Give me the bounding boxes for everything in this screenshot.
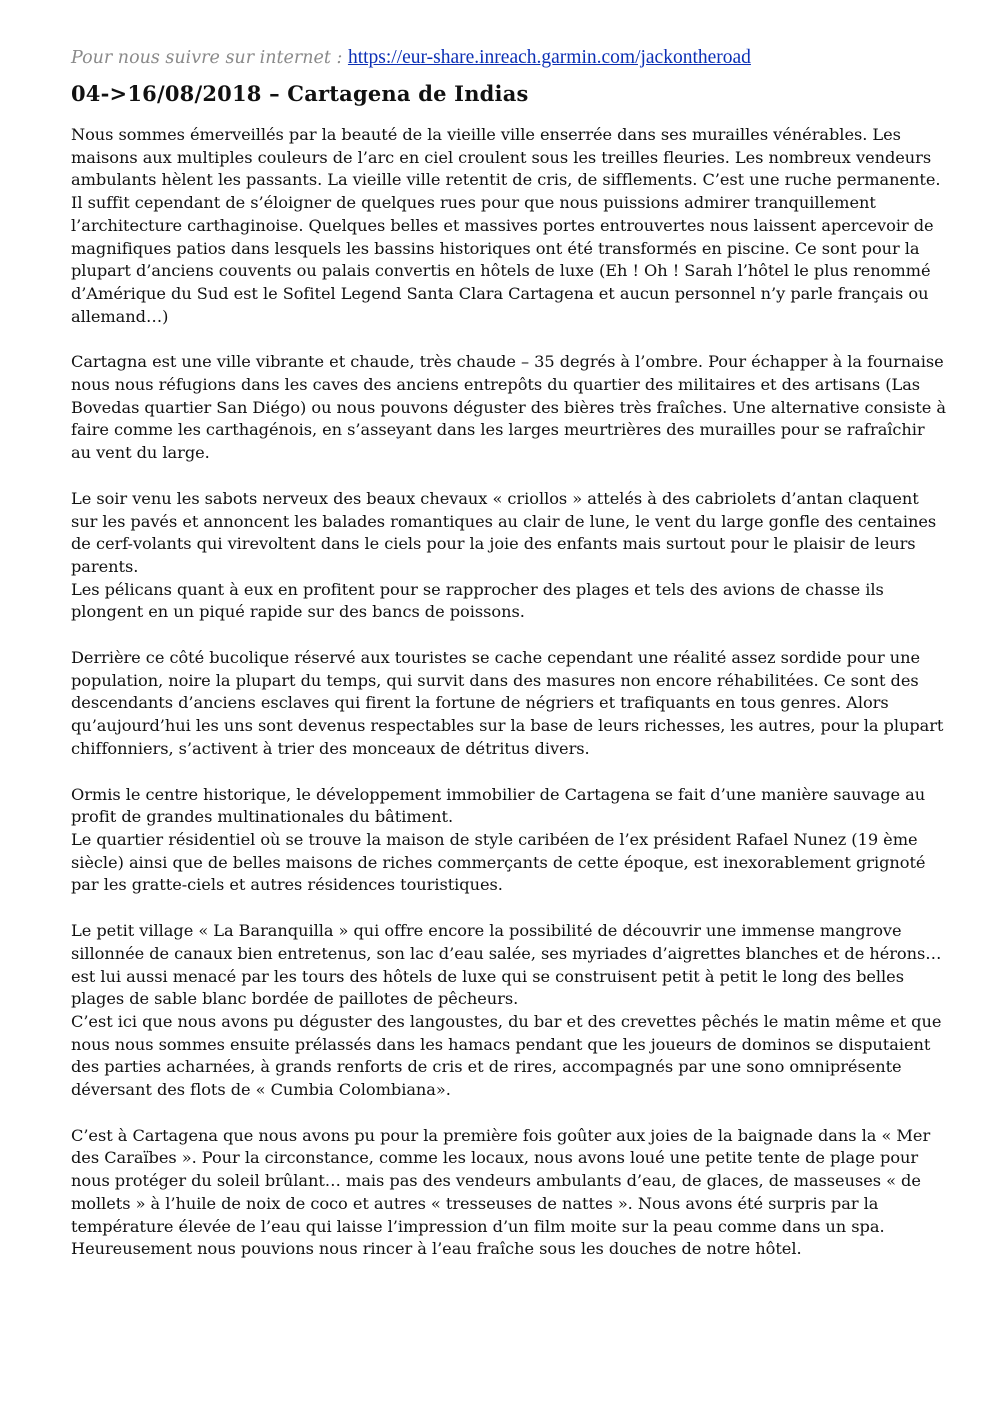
- paragraph-reality: Derrière ce côté bucolique réservé aux touristes se cache cependant une réalité assez sordide pour une population, noire la plupart du temps, qui survit dans des masures non encore réhabilitées. Ce sont des descendants d’anciens esclaves qui firent la fortune de négriers et trafiquants en tous genres. Alors qu’aujourd’hui les uns sont devenus respectables sur la base de leurs richesses, les autres, pour la plupart chiffonniers, s’activent à trier des monceaux de détritus divers.: [71, 648, 944, 758]
- follow-label: Pour nous suivre sur internet :: [71, 48, 348, 68]
- tracking-link[interactable]: https://eur-share.inreach.garmin.com/jackontheroad: [347, 47, 751, 68]
- paragraph-old-town: Nous sommes émerveillés par la beauté de la vieille ville enserrée dans ses murailles vénérables. Les maisons aux multiples couleurs de l’arc en ciel croulent sous les treilles fleuries. Les nombreux vendeurs ambulants hèlent les passants. La vieille ville retentit de cris, de sifflements. C’est une ruche permanente. Il suffit cependant de s’éloigner de quelques rues pour que nous puissions admirer tranquillement l’architecture carthaginoise. Quelques belles et massives portes entrouvertes nous laissent apercevoir de magnifiques patios dans lesquels les bassins historiques ont été transformés en piscine. Ce sont pour la plupart d’anciens couvents ou palais convertis en hôtels de luxe (Eh ! Oh ! Sarah l’hôtel le plus renommé d’Amérique du Sud est le Sofitel Legend Santa Clara Cartagena et aucun personnel n’y parle français ou allemand…): [71, 125, 941, 326]
- paragraph-residential: Le quartier résidentiel où se trouve la maison de style caribéen de l’ex président Rafael Nunez (19 ème siècle) ainsi que de belles maisons de riches commerçants de cette époque, est inexorablement grignoté par les gratte-ciels et autres résidences touristiques.: [71, 829, 926, 895]
- paragraph-pelicans: Les pélicans quant à eux en profitent pour se rapprocher des plages et tels des avions de chasse ils plongent en un piqué rapide sur des bancs de poissons.: [71, 579, 884, 622]
- document-page: [71, 44, 947, 1284]
- article-body: [71, 124, 947, 1261]
- paragraph-village: Le petit village « La Baranquilla » qui offre encore la possibilité de découvrir une immense mangrove sillonnée de canaux bien entretenus, son lac d’eau salée, ses myriades d’aigrettes blanches et de hérons… est lui aussi menacé par les tours des hôtels de luxe qui se construisent petit à petit le long des belles plages de sable blanc bordée de paillotes de pêcheurs.: [71, 921, 942, 1009]
- follow-line: [71, 44, 947, 72]
- paragraph-swimming: C’est à Cartagena que nous avons pu pour la première fois goûter aux joies de la baignade dans la « Mer des Caraïbes ». Pour la circonstance, comme les locaux, nous avons loué une petite tente de plage pour nous protéger du soleil brûlant… mais pas des vendeurs ambulants d’eau, de glaces, de masseuses « de mollets » à l’huile de noix de coco et autres « tresseuses de nattes ». Nous avons été surpris par la température élevée de l’eau qui laisse l’impression d’un film moite sur la peau comme dans un spa. Heureusement nous pouvions nous rincer à l’eau fraîche sous les douches de notre hôtel.: [71, 1125, 931, 1259]
- paragraph-heat: Cartagna est une ville vibrante et chaude, très chaude – 35 degrés à l’ombre. Pour échapper à la fournaise nous nous réfugions dans les caves des anciens entrepôts du quartier des militaires et des artisans (Las Bovedas quartier San Diégo) ou nous pouvons déguster des bières très fraîches. Une alternative consiste à faire comme les carthagénois, en s’asseyant dans les larges meurtrières des murailles pour se rafraîchir au vent du large.: [71, 352, 946, 463]
- paragraph-seafood: C’est ici que nous avons pu déguster des langoustes, du bar et des crevettes pêchés le matin même et que nous nous sommes ensuite prélassés dans les hamacs pendant que les joueurs de dominos se disputaient des parties acharnées, à grands renforts de cris et de rires, accompagnés par une sono omniprésente déversant des flots de « Cumbia Colombiana».: [71, 1011, 942, 1100]
- paragraph-evening: Le soir venu les sabots nerveux des beaux chevaux « criollos » attelés à des cabriolets d’antan claquent sur les pavés et annoncent les balades romantiques au clair de lune, le vent du large gonfle des centaines de cerf-volants qui virevoltent dans le ciels pour la joie des enfants mais surtout pour le plaisir de leurs parents.: [71, 488, 937, 576]
- page-title: 04->16/08/2018 – Cartagena de Indias: [71, 81, 529, 106]
- paragraph-development: Ormis le centre historique, le développement immobilier de Cartagena se fait d’une manière sauvage au profit de grandes multinationales du bâtiment.: [71, 784, 926, 827]
